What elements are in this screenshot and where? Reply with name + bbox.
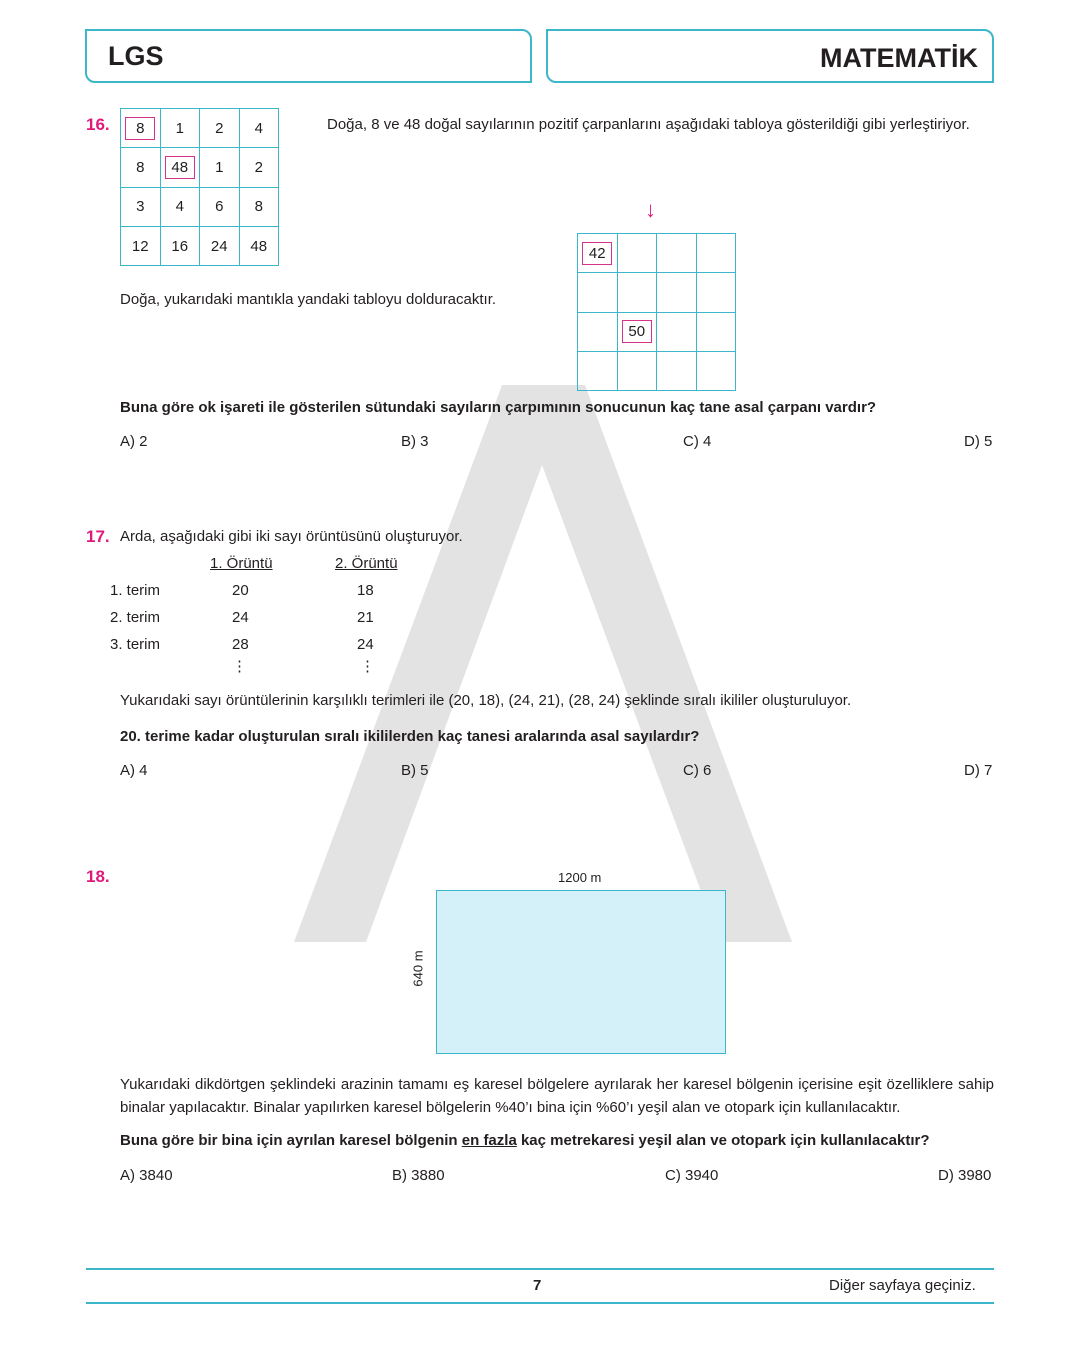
table-row bbox=[121, 187, 279, 226]
cell-value: 6 bbox=[215, 198, 224, 216]
table-row bbox=[121, 109, 279, 148]
q16-question: Buna göre ok işareti ile gösterilen sütundaki sayıların çarpımının sonucunun kaç tane asal çarpanı vardır? bbox=[120, 399, 877, 416]
cell-value: 48 bbox=[165, 156, 195, 179]
option-d[interactable]: D) 7 bbox=[964, 762, 993, 779]
option-c[interactable]: C) 3940 bbox=[665, 1167, 719, 1184]
footer-line-top bbox=[86, 1268, 994, 1270]
cell-value: 2 bbox=[254, 158, 263, 176]
q18-question bbox=[120, 1132, 930, 1149]
option-b[interactable]: B) 3 bbox=[401, 433, 429, 450]
land-rectangle bbox=[436, 890, 726, 1054]
term-value: 28 bbox=[232, 636, 249, 653]
cell-value: 1 bbox=[175, 119, 184, 137]
term-label: 3. terim bbox=[110, 636, 161, 653]
table-cell bbox=[200, 187, 240, 226]
cell-value: 16 bbox=[171, 237, 189, 255]
height-label: 640 m bbox=[410, 950, 426, 987]
arrow-down-icon: ↓ bbox=[645, 197, 656, 222]
term-value: 24 bbox=[232, 609, 249, 626]
exam-title: LGS bbox=[108, 41, 164, 71]
pattern-1-header: 1. Örüntü bbox=[210, 555, 273, 572]
emphasis: en fazla bbox=[461, 1132, 517, 1149]
table-row bbox=[121, 148, 279, 187]
header-right-box bbox=[546, 29, 994, 83]
option-c[interactable]: C) 6 bbox=[683, 762, 712, 779]
table-cell bbox=[200, 148, 240, 187]
option-b[interactable]: B) 3880 bbox=[392, 1167, 445, 1184]
table-cell bbox=[239, 187, 279, 226]
question-text: Buna göre bir bina için ayrılan karesel bölgenin bbox=[120, 1132, 462, 1149]
table-cell bbox=[121, 148, 161, 187]
table-cell bbox=[239, 226, 279, 265]
option-a[interactable]: A) 3840 bbox=[120, 1167, 173, 1184]
cell-value: 50 bbox=[622, 320, 652, 343]
cell-value: 8 bbox=[254, 198, 263, 216]
target-table bbox=[577, 233, 736, 391]
question-number: 18. bbox=[86, 867, 110, 886]
cell-value: 8 bbox=[125, 117, 155, 140]
term-value: 18 bbox=[357, 582, 374, 599]
question-number: 16. bbox=[86, 115, 110, 134]
pattern-2-header: 2. Örüntü bbox=[335, 555, 398, 572]
cell-value: 24 bbox=[210, 237, 228, 255]
term-value: 21 bbox=[357, 609, 374, 626]
question-number: 17. bbox=[86, 527, 110, 546]
table-cell bbox=[200, 226, 240, 265]
table-cell bbox=[160, 109, 200, 148]
table-cell bbox=[160, 148, 200, 187]
option-c[interactable]: C) 4 bbox=[683, 433, 712, 450]
cell-value: 3 bbox=[136, 198, 145, 216]
term-value: 24 bbox=[357, 636, 374, 653]
cell-value: 12 bbox=[131, 237, 149, 255]
table-cell bbox=[160, 187, 200, 226]
table-cell bbox=[121, 187, 161, 226]
q17-statement: Yukarıdaki sayı örüntülerinin karşılıklı terimleri ile (20, 18), (24, 21), (28, 24) şeklinde sıralı ikililer oluşturuluyor. bbox=[120, 692, 852, 709]
cell-value: 4 bbox=[254, 119, 263, 137]
cell-value: 2 bbox=[215, 119, 224, 137]
table-cell bbox=[121, 226, 161, 265]
term-value: 20 bbox=[232, 582, 249, 599]
cell-value: 42 bbox=[582, 242, 612, 265]
cell-value: 8 bbox=[136, 158, 145, 176]
cell-value: 48 bbox=[250, 237, 268, 255]
q17-question: 20. terime kadar oluşturulan sıralı ikililerden kaç tanesi aralarında asal sayılardır? bbox=[120, 728, 700, 745]
option-d[interactable]: D) 5 bbox=[964, 433, 993, 450]
q18-statement: Yukarıdaki dikdörtgen şeklindeki arazinin tamamı eş karesel bölgelere ayrılarak her karesel bölgenin içerisine eşit özelliklere sahip binalar yapılacaktır. Binalar yapılırken karesel bölgelerin %40’ı bina için %60’ı yeşil alan ve otopark için kullanılacaktır. bbox=[120, 1076, 994, 1116]
table-row bbox=[121, 226, 279, 265]
ellipsis: ⋮ bbox=[232, 658, 247, 675]
width-label: 1200 m bbox=[558, 870, 602, 885]
option-a[interactable]: A) 2 bbox=[120, 433, 148, 450]
page-number: 7 bbox=[533, 1277, 542, 1294]
option-d[interactable]: D) 3980 bbox=[938, 1167, 992, 1184]
cell-value: 1 bbox=[215, 158, 224, 176]
subject-title: MATEMATİK bbox=[820, 43, 978, 73]
option-b[interactable]: B) 5 bbox=[401, 762, 429, 779]
table-cell bbox=[160, 226, 200, 265]
example-factor-table bbox=[120, 108, 279, 266]
footer-line-bottom bbox=[86, 1302, 994, 1304]
table-cell bbox=[239, 109, 279, 148]
q16-intro: Doğa, 8 ve 48 doğal sayılarının pozitif çarpanlarını aşağıdaki tabloya gösterildiği gibi yerleştiriyor. bbox=[327, 116, 970, 133]
term-label: 1. terim bbox=[110, 582, 161, 599]
ellipsis: ⋮ bbox=[360, 658, 375, 675]
header-left-box bbox=[85, 29, 532, 83]
table-cell bbox=[200, 109, 240, 148]
q16-instruction: Doğa, yukarıdaki mantıkla yandaki tabloyu dolduracaktır. bbox=[120, 291, 497, 308]
question-text: kaç metrekaresi yeşil alan ve otopark için kullanılacaktır? bbox=[516, 1132, 930, 1149]
term-label: 2. terim bbox=[110, 609, 161, 626]
option-a[interactable]: A) 4 bbox=[120, 762, 148, 779]
table-cell bbox=[121, 109, 161, 148]
cell-value: 4 bbox=[175, 198, 184, 216]
table-cell bbox=[239, 148, 279, 187]
next-page-note: Diğer sayfaya geçiniz. bbox=[829, 1277, 976, 1294]
q17-intro: Arda, aşağıdaki gibi iki sayı örüntüsünü oluşturuyor. bbox=[120, 528, 463, 545]
